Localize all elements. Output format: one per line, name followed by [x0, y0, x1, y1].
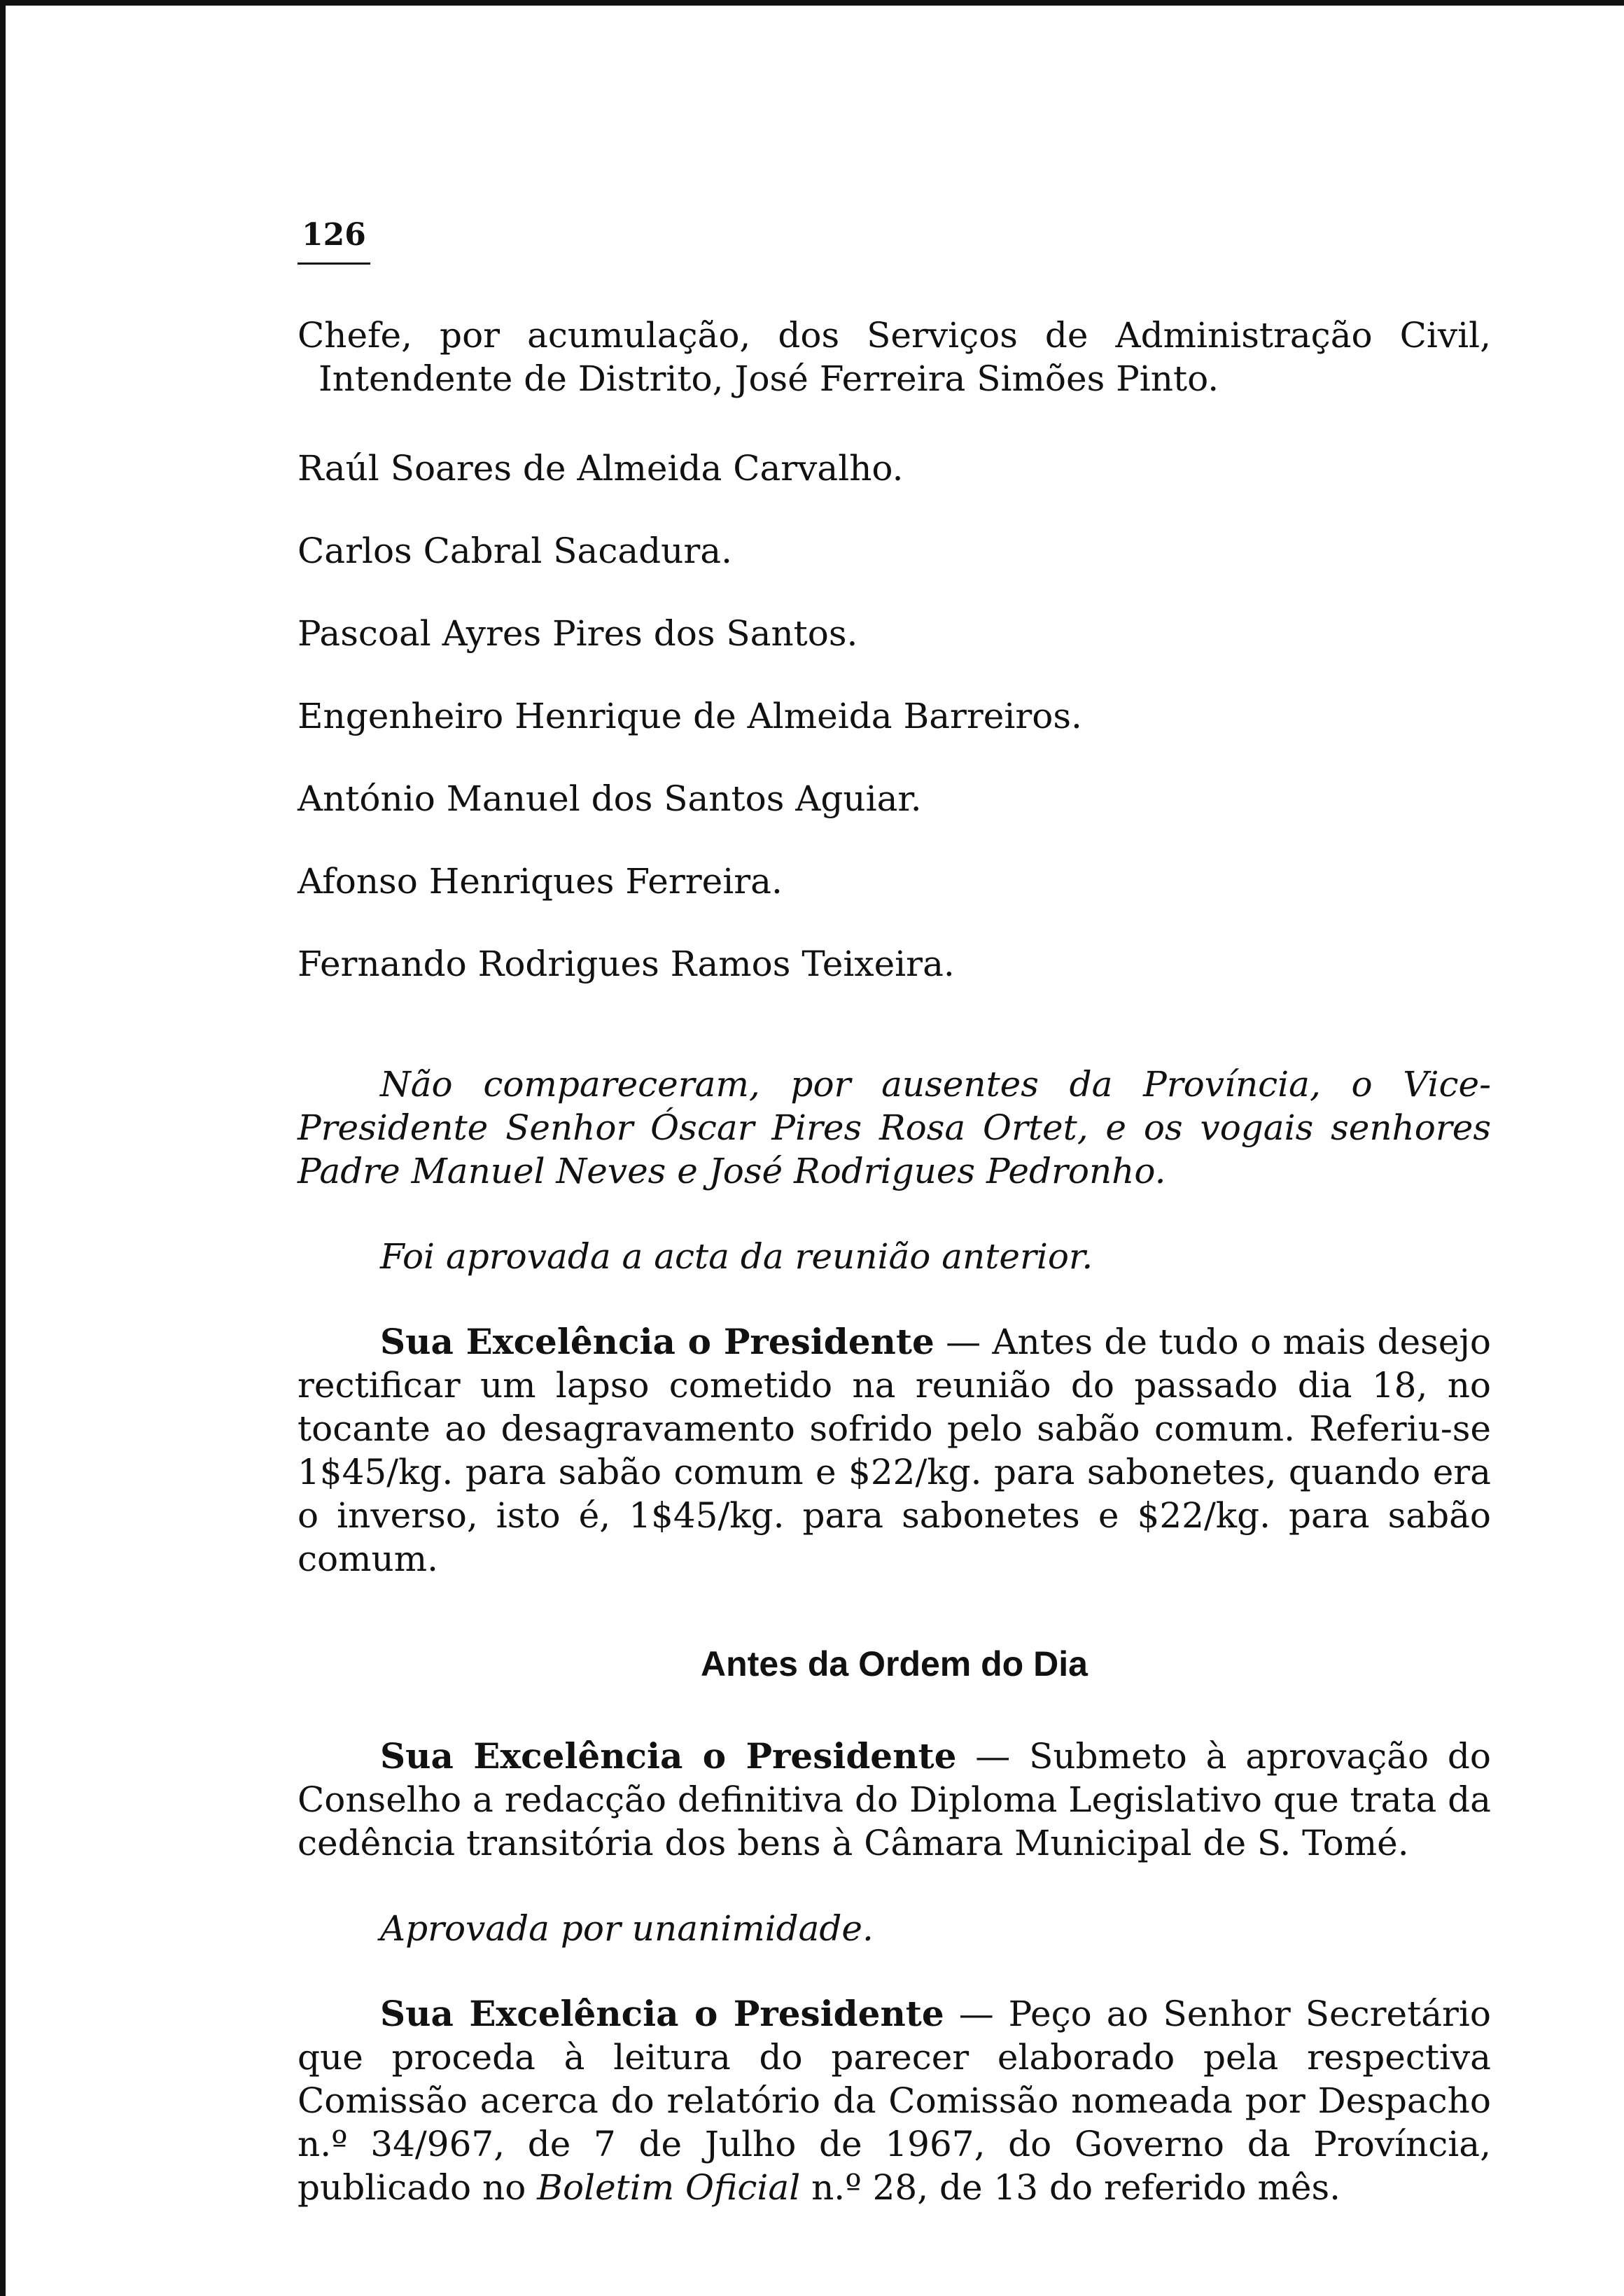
- absent-paragraph: Não compareceram, por ausentes da Província, o Vice-Presidente Senhor Óscar Pires Rosa Ortet, e os vogais senhores Padre Manuel Neves e José Rodrigues Pedronho.: [298, 1064, 1491, 1191]
- member-name: Fernando Rodrigues Ramos Teixeira.: [298, 944, 955, 984]
- member-name: Engenheiro Henrique de Almeida Barreiros.: [298, 696, 1082, 736]
- speaker-label: Sua Excelência o Presidente: [380, 1993, 944, 2034]
- page-edge-top: [0, 0, 1624, 6]
- intro-paragraph: Chefe, por acumulação, dos Serviços de Administração Civil, Intendente de Distrito, José Ferreira Simões Pinto.: [298, 315, 1491, 399]
- document-page: [298, 217, 1491, 2209]
- member-name: Pascoal Ayres Pires dos Santos.: [298, 613, 858, 654]
- member-name: Afonso Henriques Ferreira.: [298, 861, 783, 902]
- publication-title: Boletim Oficial: [537, 2167, 801, 2208]
- minutes-approved: Foi aprovada a acta da reunião anterior.: [380, 1236, 1093, 1277]
- member-name: Carlos Cabral Sacadura.: [298, 531, 732, 571]
- section-heading: Antes da Ordem do Dia: [701, 1644, 1088, 1684]
- speech-text-end: n.º 28, de 13 do referido mês.: [811, 2167, 1341, 2208]
- speech-paragraph-2: [298, 1735, 1491, 1865]
- speech-paragraph-1: [298, 1320, 1491, 1581]
- speech-text: — Peço ao Senhor Secretário que proceda à leitura do parecer elaborado pela respectiva Comissão acerca do relatório da Comissão nomeada por Despacho n.º 34/967, de 7 de Julho de 1967, do Governo da Província, publicado no: [298, 1994, 1491, 2208]
- approval-note: Aprovada por unanimidade.: [380, 1908, 874, 1949]
- member-name: Raúl Soares de Almeida Carvalho.: [298, 448, 904, 489]
- page-edge-left: [0, 0, 6, 2296]
- speaker-label: Sua Excelência o Presidente: [380, 1735, 957, 1777]
- speech-text: — Submeto à aprovação do Conselho a redacção definitiva do Diploma Legislativo que trata da cedência transitória dos bens à Câmara Municipal de S. Tomé.: [298, 1736, 1491, 1863]
- page-number: 126: [298, 217, 370, 265]
- speech-text: — Antes de tudo o mais desejo rectificar um lapso cometido na reunião do passado dia 18, no tocante ao desagravamento sofrido pelo sabão comum. Referiu-se 1$45/kg. para sabão comum e $22/kg. para sabonetes, quando era o inverso, isto é, 1$45/kg. para sabonetes e $22/kg. para sabão comum.: [298, 1322, 1491, 1579]
- speech-paragraph-3: [298, 1992, 1491, 2209]
- member-name: António Manuel dos Santos Aguiar.: [298, 778, 922, 819]
- speaker-label: Sua Excelência o Presidente: [380, 1321, 934, 1362]
